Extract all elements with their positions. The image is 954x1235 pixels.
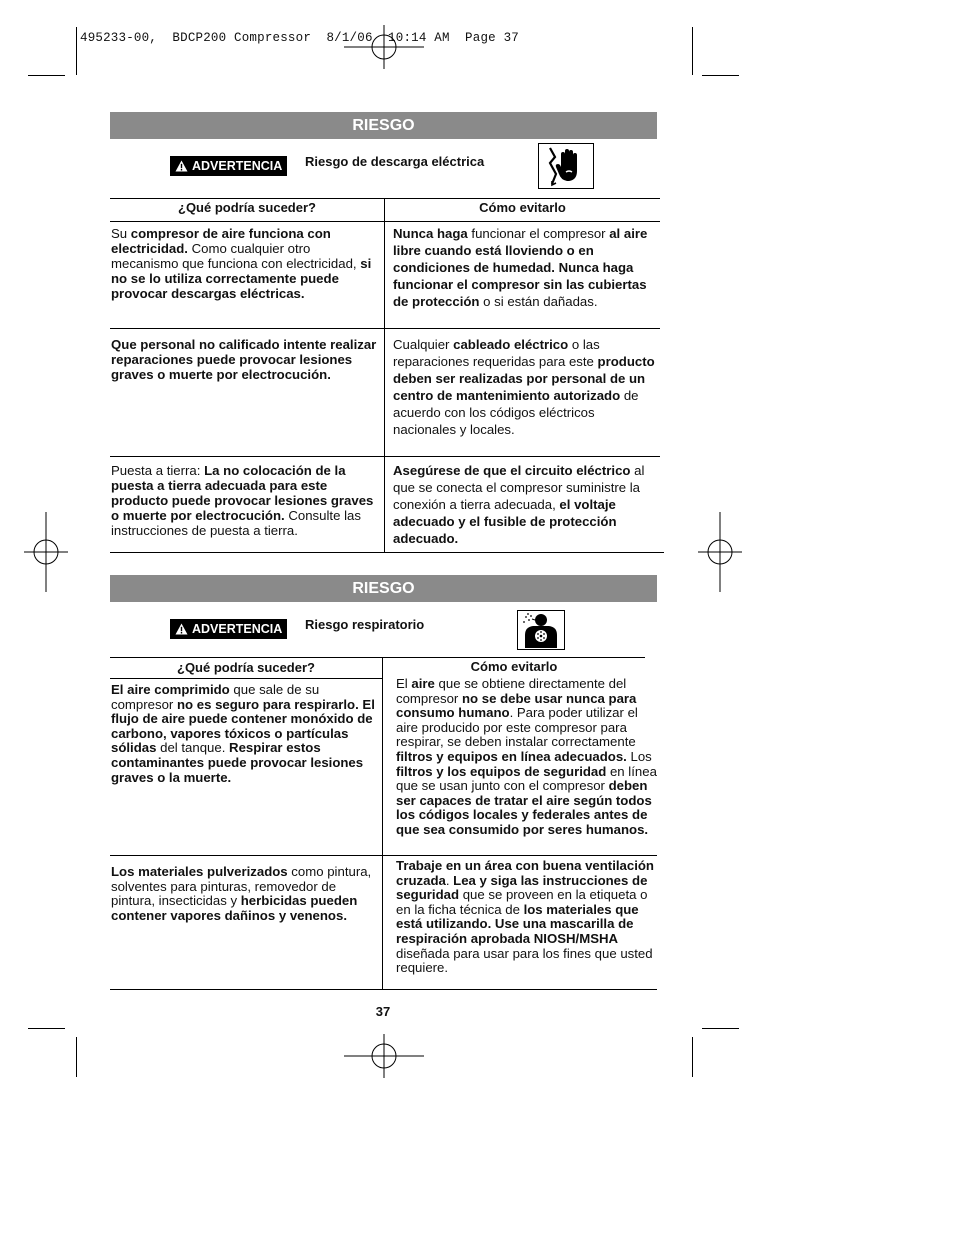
table2-top-rule — [110, 657, 645, 658]
body-text: Los — [626, 748, 652, 764]
printer-slug: 495233-00, BDCP200 Compressor 8/1/06 10:14 AM Page 37 — [80, 31, 519, 45]
registration-mark-bottom — [344, 1034, 424, 1078]
warning-badge — [170, 156, 287, 176]
registration-mark-right — [698, 512, 742, 592]
table1-row2-rule — [110, 456, 660, 457]
emphasis-text: cableado eléctrico — [453, 337, 569, 352]
table1-header-rule — [110, 221, 660, 222]
section1-risk-title: Riesgo de descarga eléctrica — [305, 154, 485, 169]
emphasis-text: Los materiales pulverizados — [111, 864, 288, 879]
body-text: en línea que se usan junto con el compresor — [396, 763, 657, 794]
body-text: . — [445, 872, 454, 888]
emphasis-text: no es seguro para respirarlo. El flujo de aire puede contener monóxido de carbono, vapores tóxicos o partículas sólidas — [111, 696, 375, 756]
body-text: del tanque. — [156, 740, 230, 756]
section2-hazard-pictogram — [517, 610, 565, 650]
body-text: o las reparaciones requeridas para este — [393, 337, 600, 369]
warning-triangle-icon — [175, 623, 188, 635]
emphasis-text: deben ser capaces de tratar el aire según todos los códigos locales y federales antes de que sea consumido por seres humanos. — [396, 778, 652, 837]
warning-triangle-icon — [175, 160, 188, 172]
table2-row2-how — [396, 859, 660, 976]
table2-bottom-rule — [110, 989, 657, 990]
body-text: que se obtiene directamente del compresor — [396, 676, 627, 706]
body-text: funcionar el compresor — [467, 226, 610, 241]
table1-header-what: ¿Qué podría suceder? — [178, 200, 316, 215]
emphasis-text: no se debe usar nunca para consumo humano — [396, 690, 637, 721]
body-text: o si están dañadas. — [479, 294, 598, 309]
body-text: de acuerdo con los códigos eléctricos nacionales y locales. — [393, 388, 639, 437]
body-text: que sale de su compresor — [111, 682, 320, 712]
table1-column-divider — [384, 198, 385, 553]
section1-banner: RIESGO — [110, 112, 657, 139]
emphasis-text: La no colocación de la puesta a tierra adecuada para este producto puede provocar lesiones graves o muerte por electrocución. — [111, 463, 374, 523]
electric-shock-hand-icon — [539, 144, 593, 188]
table2-header-how: Cómo evitarlo — [470, 659, 558, 674]
registration-mark-top — [344, 25, 424, 69]
emphasis-text: Que personal no calificado intente realizar reparaciones puede provocar lesiones graves o muerte por electrocución. — [111, 337, 377, 382]
table1-top-rule — [110, 198, 660, 199]
table2-row1-rule — [110, 855, 657, 856]
warning-badge — [170, 619, 287, 639]
emphasis-text: al aire libre cuando está lloviendo o en condiciones de humedad. Nunca haga funcionar el compresor sin las cubiertas de protección — [393, 226, 648, 309]
table2-header-what: ¿Qué podría suceder? — [177, 660, 315, 675]
table1-row2-how — [393, 336, 655, 438]
emphasis-text: si no se lo utiliza correctamente puede provocar descargas eléctricas. — [111, 256, 372, 301]
body-text: Cualquier — [393, 337, 454, 352]
body-text: que se proveen en la etiqueta o en la ficha técnica de — [396, 887, 648, 917]
table1-header-how: Cómo evitarlo — [479, 200, 566, 215]
emphasis-text: producto deben ser realizadas por personal de un centro de mantenimiento autorizado — [393, 354, 655, 403]
emphasis-text: Asegúrese de que el circuito eléctrico — [393, 463, 631, 478]
table1-bottom-rule — [110, 552, 664, 553]
body-text: como pintura, solventes para pinturas, removedor de pintura, insecticidas y — [111, 864, 372, 909]
body-text: Consulte las instrucciones de puesta a tierra. — [111, 508, 361, 538]
body-text: diseñada para usar para los fines que usted requiere. — [396, 945, 653, 976]
table1-row1-rule — [110, 328, 660, 329]
emphasis-text: filtros y los equipos de seguridad — [396, 763, 607, 779]
section2-risk-title: Riesgo respiratorio — [305, 617, 425, 632]
body-text: al que se conecta el compresor suministre la conexión a tierra adecuada, — [393, 463, 645, 512]
table1-row1-how — [393, 225, 655, 310]
emphasis-text: Respirar estos contaminantes puede provocar lesiones graves o la muerte. — [111, 740, 364, 785]
emphasis-text: aire — [411, 676, 435, 691]
section2-banner: RIESGO — [110, 575, 657, 602]
table2-row2-what — [111, 865, 373, 923]
table2-header-rule — [110, 678, 382, 679]
table1-row1-what — [111, 226, 377, 301]
body-text: El — [396, 676, 412, 691]
warning-badge-label: ADVERTENCIA — [192, 622, 283, 636]
emphasis-text: Lea y siga las instrucciones de seguridad — [396, 872, 648, 903]
emphasis-text: el voltaje adecuado y el fusible de protección adecuado. — [393, 497, 617, 546]
table2-row1-how — [396, 677, 660, 838]
registration-mark-left — [24, 512, 68, 592]
emphasis-text: herbicidas pueden contener vapores dañinos y venenos. — [111, 893, 358, 923]
table1-row3-what — [111, 463, 377, 538]
warning-badge-label: ADVERTENCIA — [192, 159, 283, 173]
table2-column-divider — [382, 657, 383, 990]
body-text: Como cualquier otro mecanismo que funciona con electricidad, — [111, 241, 361, 271]
page-number: 37 — [375, 1004, 391, 1019]
body-text: . Para poder utilizar el aire producido por este compresor para respirar, se deben instalar correctamente — [396, 705, 638, 750]
emphasis-text: Trabaje en un área con buena ventilación cruzada — [396, 858, 654, 888]
body-text: Puesta a tierra: — [111, 463, 205, 478]
emphasis-text: El aire comprimido — [111, 682, 230, 697]
table1-row2-what — [111, 337, 377, 382]
table1-row3-how — [393, 462, 659, 547]
emphasis-text: filtros y equipos en línea adecuados. — [396, 748, 627, 764]
emphasis-text: los materiales que está utilizando. Use una mascarilla de respiración aprobada NIOSH/MSHA — [396, 901, 639, 946]
emphasis-text: compresor de aire funciona con electricidad. — [111, 226, 331, 256]
respiratory-hazard-icon — [518, 611, 564, 649]
section1-hazard-pictogram — [538, 143, 594, 189]
emphasis-text: Nunca haga — [393, 226, 468, 241]
body-text: Su — [111, 226, 131, 241]
table2-row1-what — [111, 683, 379, 785]
